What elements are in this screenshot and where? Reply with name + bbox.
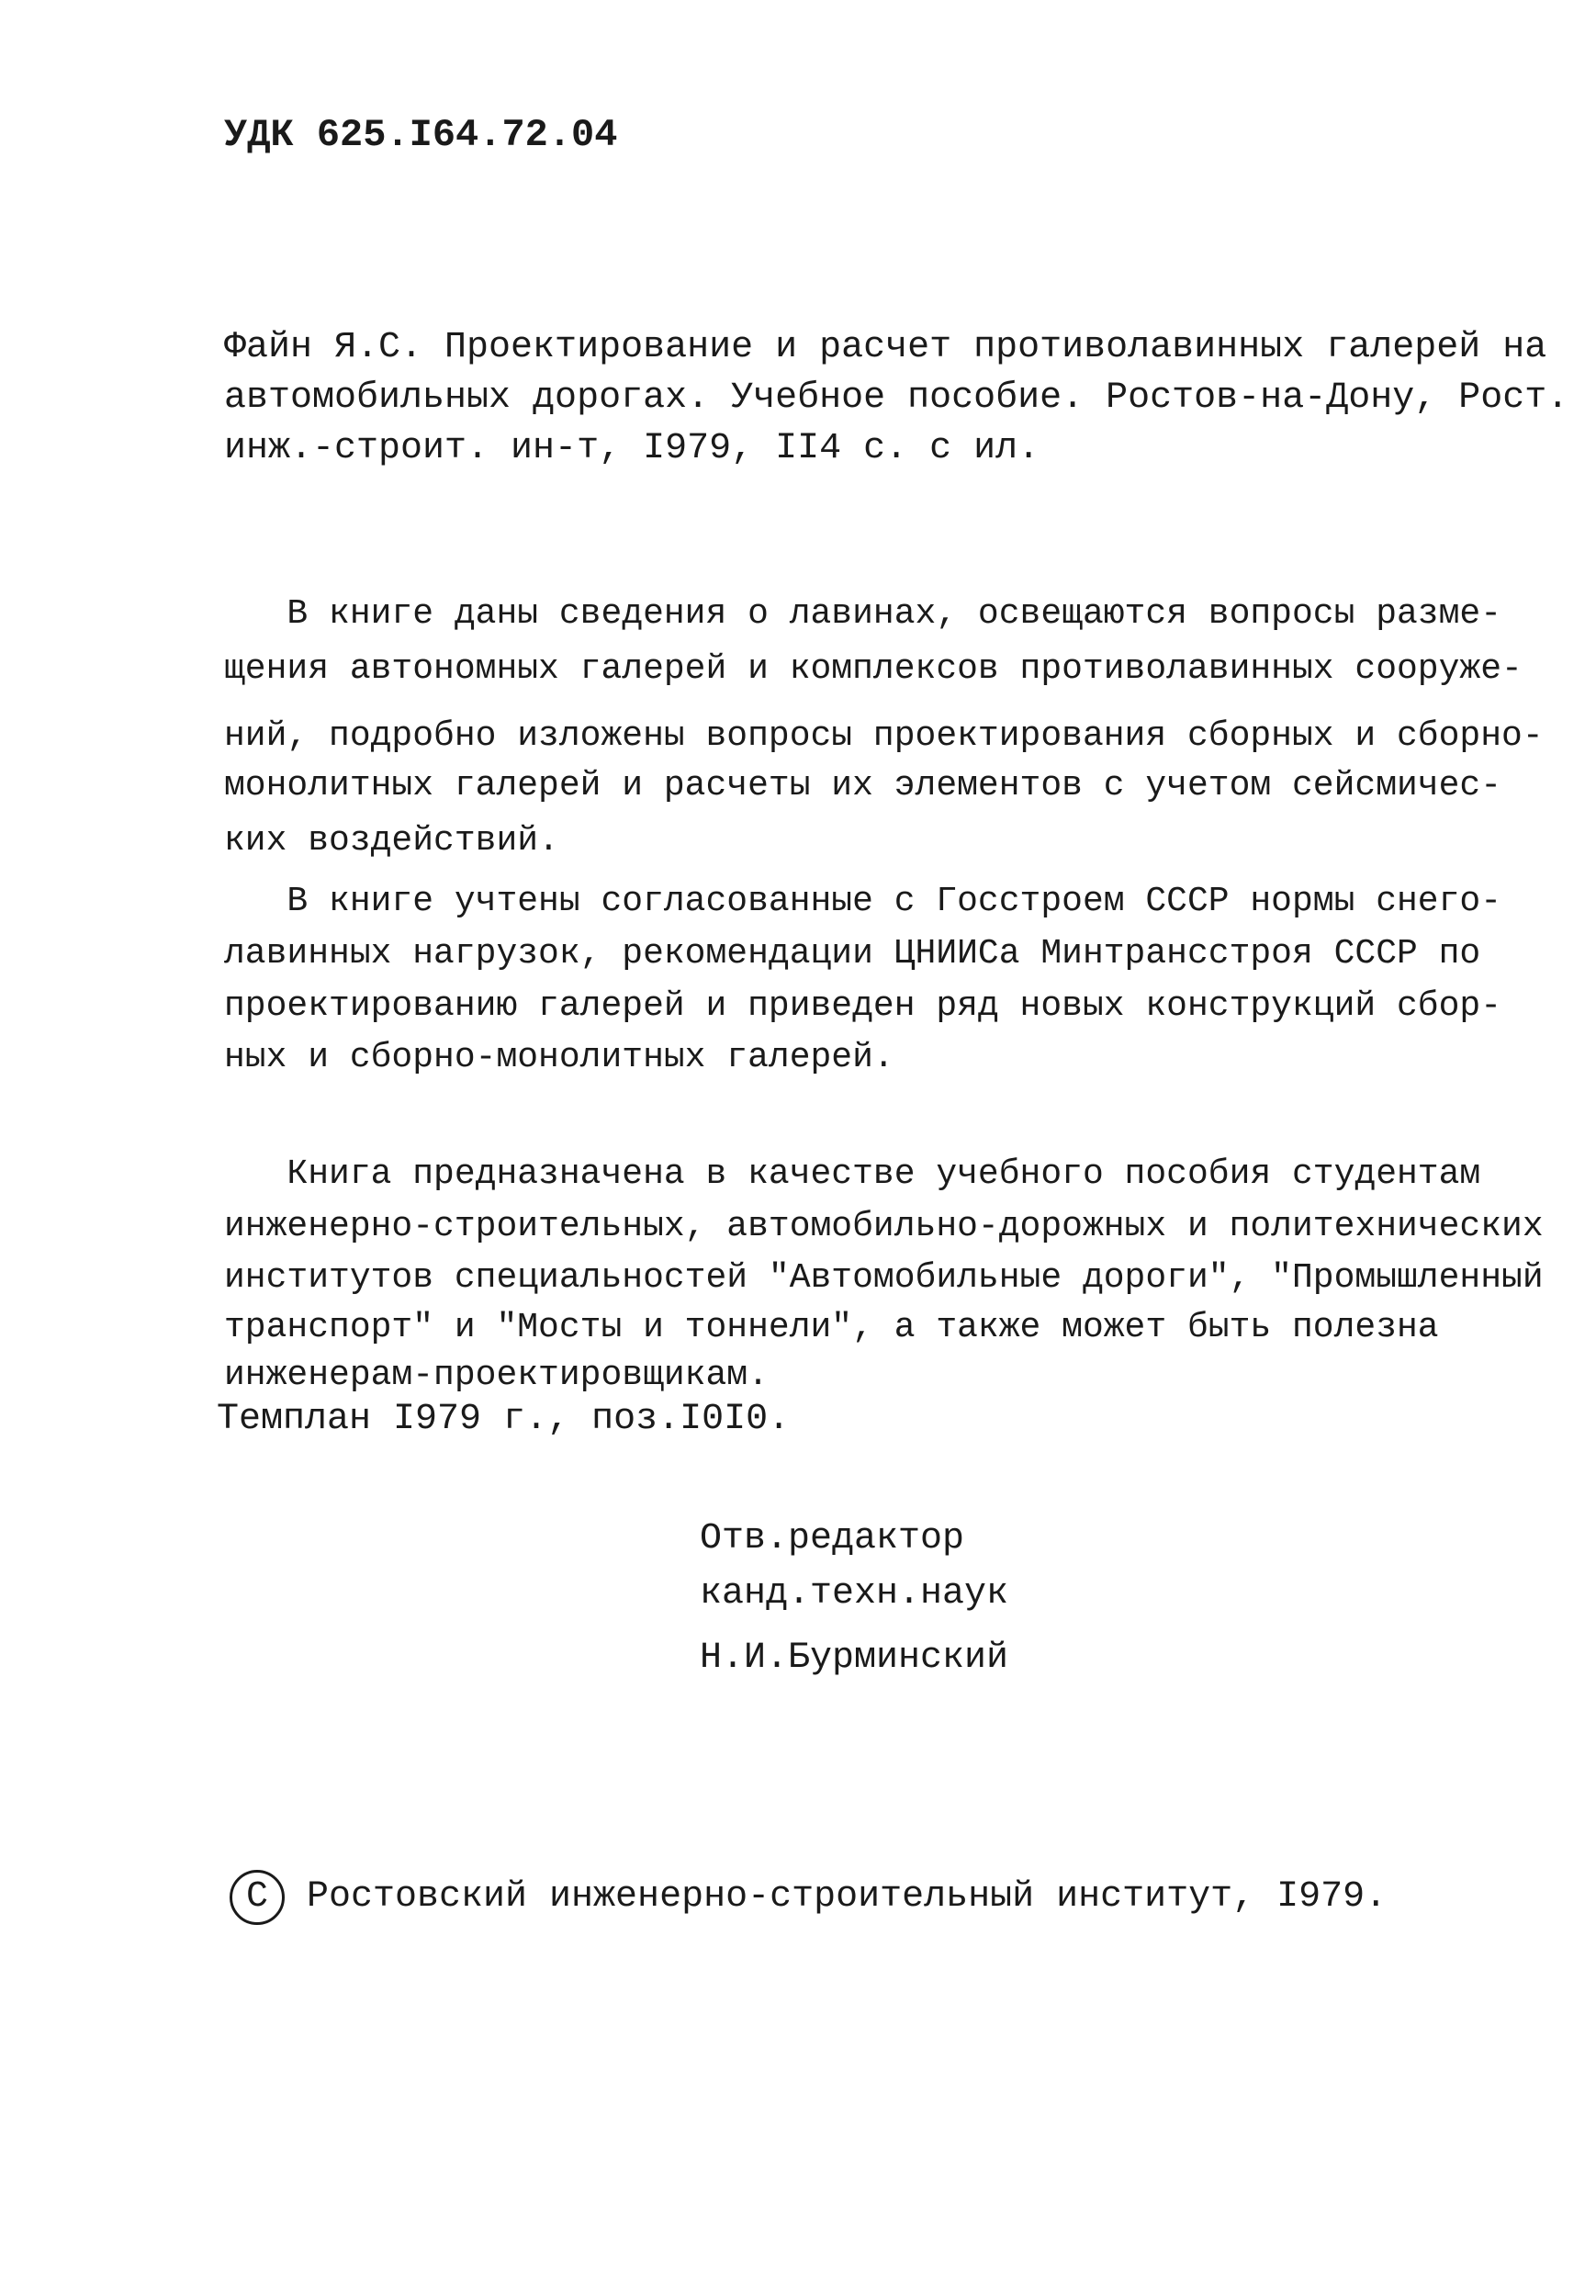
editor-degree: канд.техн.наук [700, 1573, 1009, 1615]
copyright-text: Ростовский инженерно-строительный институт, I979. [307, 1876, 1388, 1918]
abstract-line: ний, подробно изложены вопросы проектирования сборных и сборно- [224, 716, 1544, 756]
abstract-line: лавинных нагрузок, рекомендации ЦНИИСа Минтрансстроя СССР по [224, 934, 1481, 974]
copyright-symbol: С [245, 1876, 268, 1918]
udk-code: УДК 625.I64.72.04 [224, 113, 618, 157]
abstract-line: щения автономных галерей и комплексов противолавинных сооруже- [224, 649, 1523, 689]
purpose-line: институтов специальностей "Автомобильные дороги", "Промышленный [224, 1258, 1544, 1298]
purpose-line: инженерам-проектировщикам. [224, 1356, 769, 1395]
purpose-line: транспорт" и "Мосты и тоннели", а также может быть полезна [224, 1308, 1439, 1347]
abstract-line: В книге учтены согласованные с Госстроем СССР нормы снего- [224, 882, 1502, 921]
abstract-line: ных и сборно-монолитных галерей. [224, 1038, 894, 1077]
abstract-line: ких воздействий. [224, 821, 559, 861]
citation-line: инж.-строит. ин-т, I979, II4 с. с ил. [224, 428, 1040, 469]
citation-line: Файн Я.С. Проектирование и расчет противолавинных галерей на [224, 327, 1547, 368]
templan-line: Темплан I979 г., поз.I0I0. [217, 1399, 791, 1440]
abstract-line: проектированию галерей и приведен ряд новых конструкций сбор- [224, 986, 1502, 1026]
editor-name: Н.И.Бурминский [700, 1638, 1009, 1679]
abstract-line: монолитных галерей и расчеты их элементов с учетом сейсмичес- [224, 766, 1502, 805]
citation-line: автомобильных дорогах. Учебное пособие. Ростов-на-Дону, Рост. [224, 377, 1569, 419]
purpose-line: инженерно-строительных, автомобильно-дорожных и политехнических [224, 1207, 1544, 1246]
abstract-line: В книге даны сведения о лавинах, освещаются вопросы разме- [224, 594, 1502, 634]
editor-title: Отв.редактор [700, 1518, 965, 1559]
copyright-icon [230, 1870, 285, 1925]
purpose-line: Книга предназначена в качестве учебного пособия студентам [224, 1154, 1481, 1194]
